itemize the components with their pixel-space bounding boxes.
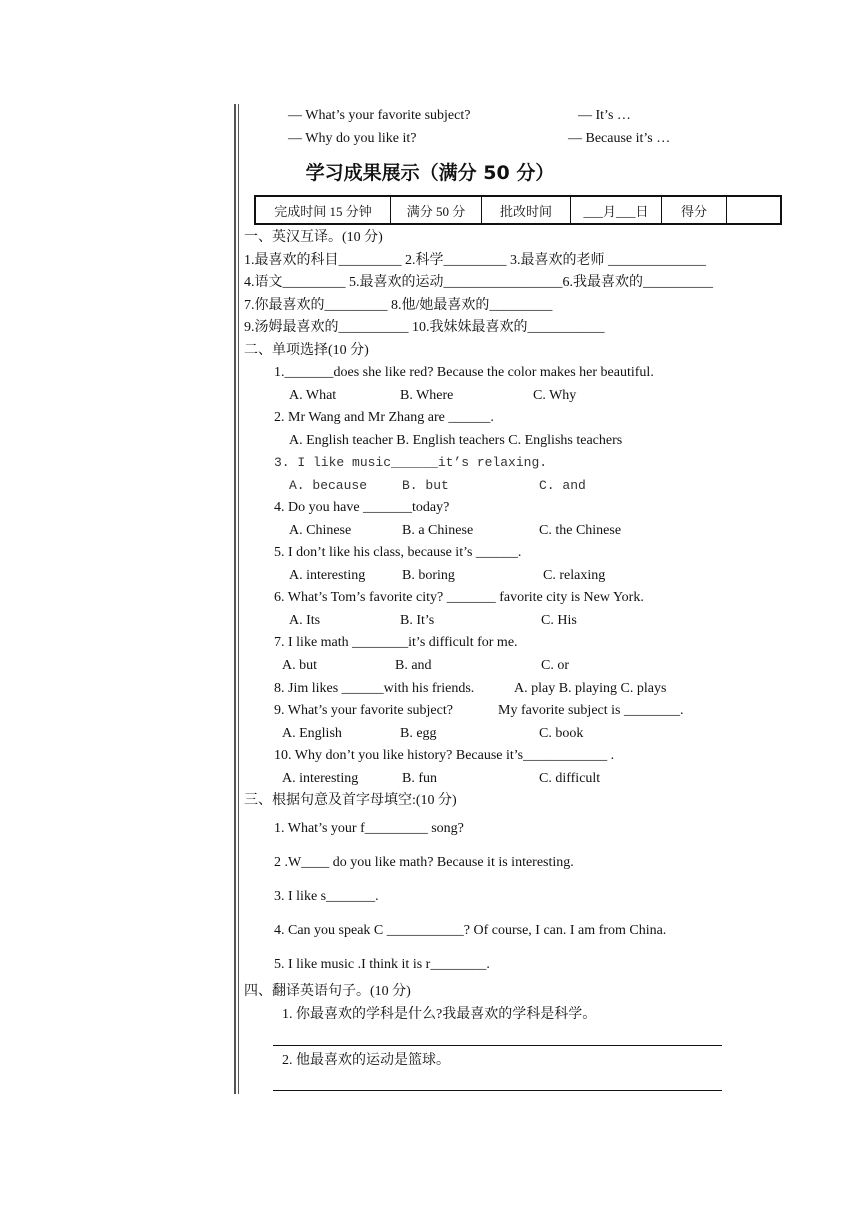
section1-line: 4.语文_________ 5.最喜欢的运动_________________6.我最喜欢的__________ <box>244 275 713 290</box>
fill-item: 4. Can you speak C ___________? Of course, I can. I am from China. <box>274 923 667 938</box>
options: A. English teacher B. English teachers C. Englishs teachers <box>289 433 623 448</box>
question: 6. What’s Tom’s favorite city? _______ favorite city is New York. <box>274 590 644 605</box>
dialogue-q2: — Why do you like it? <box>288 131 417 146</box>
section2-heading: 二、单项选择(10 分) <box>244 343 369 358</box>
info-cell-points-value <box>727 196 782 224</box>
options: A. play B. playing C. plays <box>514 681 667 696</box>
option-c: C. difficult <box>539 771 601 786</box>
question: 8. Jim likes ______with his friends. <box>274 681 475 696</box>
section1-line: 9.汤姆最喜欢的__________ 10.我妹妹最喜欢的___________ <box>244 320 605 335</box>
margin-rule <box>234 104 236 1094</box>
option-c: C. and <box>539 478 586 493</box>
info-cell-date: ___月___日 <box>571 196 662 224</box>
question: 1._______does she like red? Because the color makes her beautiful. <box>274 365 654 380</box>
option-a: A. but <box>282 658 317 673</box>
dialogue-q1: — What’s your favorite subject? <box>288 108 471 123</box>
option-b: B. boring <box>402 568 455 583</box>
info-cell-grading: 批改时间 <box>482 196 571 224</box>
dialogue-a2: — Because it’s … <box>568 131 671 146</box>
option-a: A. English <box>282 726 342 741</box>
option-c: C. relaxing <box>543 568 606 583</box>
question: 4. Do you have _______today? <box>274 500 450 515</box>
translate-item: 2. 他最喜欢的运动是篮球。 <box>282 1053 450 1068</box>
question: 5. I don’t like his class, because it’s ______. <box>274 545 522 560</box>
fill-item: 5. I like music .I think it is r________. <box>274 957 490 972</box>
info-table <box>254 195 782 225</box>
section1-line: 7.你最喜欢的_________ 8.他/她最喜欢的_________ <box>244 298 553 313</box>
margin-rule-inner <box>238 104 239 1094</box>
info-cell-score: 满分 50 分 <box>391 196 482 224</box>
question: 10. Why don’t you like history? Because it’s____________ . <box>274 748 615 763</box>
option-a: A. Its <box>289 613 321 628</box>
option-c: C. book <box>539 726 584 741</box>
option-b: B. egg <box>400 726 437 741</box>
section4-heading: 四、翻译英语句子。(10 分) <box>244 984 411 999</box>
info-cell-points-label: 得分 <box>662 196 727 224</box>
option-b: B. but <box>402 478 449 493</box>
answer-line <box>273 1045 722 1046</box>
section1-heading: 一、英汉互译。(10 分) <box>244 230 383 245</box>
question-answer-blank: My favorite subject is ________. <box>498 703 684 718</box>
dialogue-a1: — It’s … <box>578 108 631 123</box>
option-b: B. fun <box>402 771 437 786</box>
translate-item: 1. 你最喜欢的学科是什么?我最喜欢的学科是科学。 <box>282 1007 597 1022</box>
fill-item: 2 .W____ do you like math? Because it is interesting. <box>274 855 574 870</box>
question: 2. Mr Wang and Mr Zhang are ______. <box>274 410 494 425</box>
info-cell-time: 完成时间 15 分钟 <box>255 196 391 224</box>
option-b: B. and <box>395 658 432 673</box>
option-c: C. His <box>541 613 577 628</box>
option-a: A. interesting <box>289 568 366 583</box>
question: 3. I like music______it’s relaxing. <box>274 455 548 470</box>
option-b: B. It’s <box>400 613 435 628</box>
option-c: C. Why <box>533 388 577 403</box>
option-a: A. What <box>289 388 337 403</box>
fill-item: 3. I like s_______. <box>274 889 379 904</box>
question: 9. What’s your favorite subject? <box>274 703 453 718</box>
section1-line: 1.最喜欢的科目_________ 2.科学_________ 3.最喜欢的老师 ______________ <box>244 253 706 268</box>
option-b: B. a Chinese <box>402 523 474 538</box>
option-a: A. interesting <box>282 771 359 786</box>
option-c: C. or <box>541 658 569 673</box>
option-a: A. Chinese <box>289 523 352 538</box>
option-c: C. the Chinese <box>539 523 622 538</box>
question: 7. I like math ________it’s difficult for me. <box>274 635 518 650</box>
option-a: A. because <box>289 478 368 493</box>
fill-item: 1. What’s your f_________ song? <box>274 821 464 836</box>
option-b: B. Where <box>400 388 454 403</box>
section3-heading: 三、根据句意及首字母填空:(10 分) <box>244 793 457 808</box>
answer-line <box>273 1090 722 1091</box>
page-title: 学习成果展示（满分 50 分） <box>305 162 555 184</box>
